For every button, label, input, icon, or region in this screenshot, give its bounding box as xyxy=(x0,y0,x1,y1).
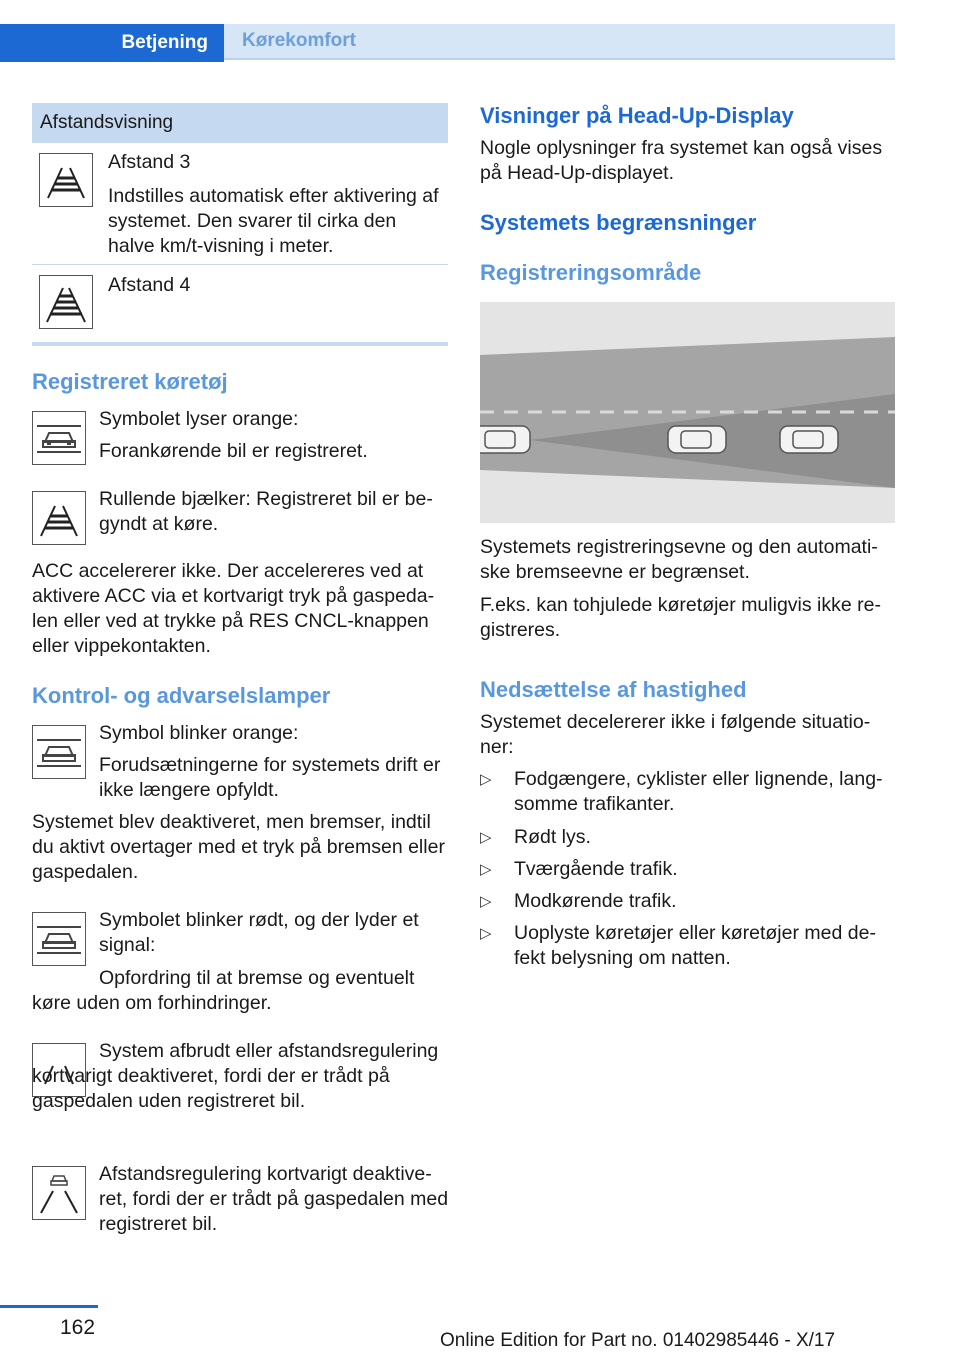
distance-4-icon xyxy=(39,275,93,329)
distance-3-icon xyxy=(39,153,93,207)
car-warning-red-icon xyxy=(32,912,86,966)
limits-heading: Systemets begrænsninger xyxy=(480,210,757,235)
row1-title: Afstand 3 xyxy=(108,151,191,173)
warnings-item4-text: Afstandsregulering kortvarigt deaktiveret, fordi der er trådt på gaspedalen med registreret bil. xyxy=(99,1163,449,1235)
hud-text: Nogle oplysninger fra systemet kan også vises på Head-Up-displayet. xyxy=(480,137,883,184)
car-warning-orange-icon xyxy=(32,725,86,779)
page-number: 162 xyxy=(60,1316,96,1339)
warnings-item3-text: System afbrudt eller afstandsregulering kortvarigt deaktiveret, fordi der er trådt på gaspedalen uden registreret bil. xyxy=(32,1040,439,1112)
warnings-item2-line1: Symbolet blinker rødt, og der lyder et signal: xyxy=(99,909,419,956)
range-text2: F.eks. kan tohjulede køretøjer muligvis ikke registreres. xyxy=(480,594,881,641)
table-header: Afstandsvisning xyxy=(32,103,448,143)
triangle-bullet-icon: ▷ xyxy=(480,771,492,788)
edition-note: Online Edition for Part no. 01402985446 - X/17 xyxy=(440,1330,836,1351)
detection-range-illustration xyxy=(480,302,895,523)
footer-rule xyxy=(0,1305,98,1308)
range-text1: Systemets registreringsevne og den automatiske bremseevne er begrænset. xyxy=(480,536,878,583)
triangle-bullet-icon: ▷ xyxy=(480,829,492,846)
speed-heading: Nedsættelse af hastighed xyxy=(480,677,747,702)
warnings-heading: Kontrol- og advarselslamper xyxy=(32,683,331,708)
warnings-item2-line2: Opfordring til at bremse og eventuelt køre uden om forhindringer. xyxy=(32,967,415,1014)
registered-item2-text: Rullende bjælker: Registreret bil er begyndt at køre. xyxy=(99,488,433,535)
range-heading: Registreringsområde xyxy=(480,260,702,285)
triangle-bullet-icon: ▷ xyxy=(480,861,492,878)
triangle-bullet-icon: ▷ xyxy=(480,893,492,910)
lane-car-icon xyxy=(32,1166,86,1220)
warnings-item1-line2: Forudsætningerne for systemets drift er ikke længere opfyldt. xyxy=(99,754,441,801)
hud-heading: Visninger på Head-Up-Display xyxy=(480,103,794,128)
tab-betjening[interactable]: Betjening xyxy=(0,24,224,62)
chapter-tabs xyxy=(0,24,895,62)
registered-heading: Registreret køretøj xyxy=(32,369,228,394)
triangle-bullet-icon: ▷ xyxy=(480,925,492,942)
registered-paragraph: ACC accelererer ikke. Der accelereres ved at aktivere ACC via et kortvarigt tryk på gaspedalen eller ved at trykke på RES CNCL-knappen eller vippekontakten. xyxy=(32,560,435,657)
registered-item1-line1: Symbolet lyser orange: xyxy=(99,408,299,430)
warnings-item1-line1: Symbol blinker orange: xyxy=(99,722,299,744)
rolling-bars-icon xyxy=(32,491,86,545)
speed-text: Systemet decelererer ikke i følgende situationer: xyxy=(480,711,871,758)
row2-title: Afstand 4 xyxy=(108,274,191,296)
registered-item1-line2: Forankørende bil er registreret. xyxy=(99,440,368,462)
table-row-divider xyxy=(32,264,448,265)
car-registered-icon xyxy=(32,411,86,465)
row1-body: Indstilles automatisk efter aktivering af systemet. Den svarer til cirka den halve km/t-visning i meter. xyxy=(108,185,439,257)
tab-korekomfort[interactable]: Kørekomfort xyxy=(224,24,895,60)
table-bottom-rule xyxy=(32,342,448,346)
warnings-paragraph1: Systemet blev deaktiveret, men bremser, indtil du aktivt overtager med et tryk på bremsen eller gaspedalen. xyxy=(32,811,445,883)
